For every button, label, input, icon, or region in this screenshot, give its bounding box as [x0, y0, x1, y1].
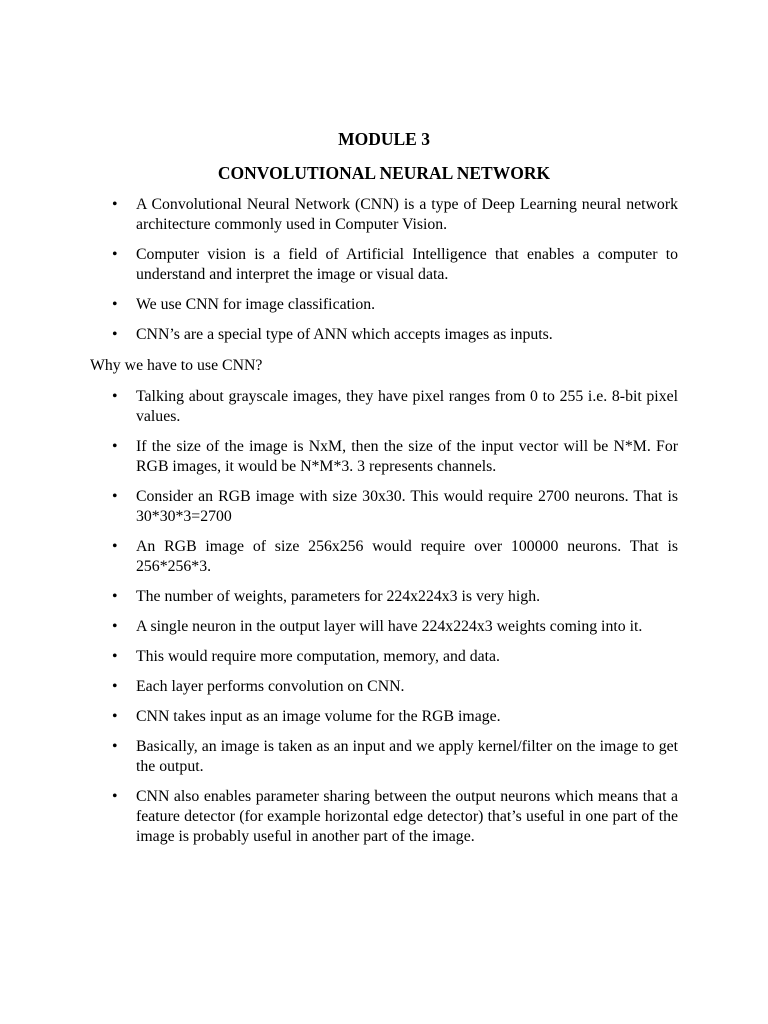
- bullet-icon: •: [112, 438, 118, 455]
- list-item: [90, 295, 678, 315]
- list-item-text: CNN’s are a special type of ANN which accepts images as inputs.: [136, 326, 553, 343]
- bullet-icon: •: [112, 326, 118, 343]
- list-item-text: A single neuron in the output layer will have 224x224x3 weights coming into it.: [136, 618, 643, 635]
- list-item: [90, 787, 678, 847]
- list-item: [90, 587, 678, 607]
- bullet-icon: •: [112, 246, 118, 263]
- bullet-icon: •: [112, 708, 118, 725]
- list-item-text: Computer vision is a field of Artificial Intelligence that enables a computer to understand and interpret the image or visual data.: [136, 246, 678, 283]
- bullet-icon: •: [112, 788, 118, 805]
- list-item: [90, 195, 678, 235]
- list-item-text: A Convolutional Neural Network (CNN) is a type of Deep Learning neural network architecture commonly used in Computer Vision.: [136, 196, 678, 233]
- reason-bullet-list: [90, 387, 678, 857]
- bullet-icon: •: [112, 738, 118, 755]
- list-item: [90, 677, 678, 697]
- list-item-text: If the size of the image is NxM, then the size of the input vector will be N*M. For RGB images, it would be N*M*3. 3 represents channels.: [136, 438, 678, 475]
- intro-bullet-list: [90, 195, 678, 355]
- bullet-icon: •: [112, 488, 118, 505]
- list-item: [90, 325, 678, 345]
- module-title: MODULE 3: [338, 129, 430, 149]
- bullet-icon: •: [112, 588, 118, 605]
- bullet-icon: •: [112, 538, 118, 555]
- bullet-icon: •: [112, 618, 118, 635]
- list-item: [90, 487, 678, 527]
- list-item: [90, 737, 678, 777]
- list-item-text: We use CNN for image classification.: [136, 296, 376, 313]
- bullet-icon: •: [112, 388, 118, 405]
- list-item-text: CNN also enables parameter sharing between the output neurons which means that a feature detector (for example horizontal edge detector) that’s useful in one part of the image is probably useful in another part of the image.: [136, 788, 678, 845]
- list-item-text: This would require more computation, memory, and data.: [136, 648, 500, 665]
- list-item: [90, 387, 678, 427]
- list-item-text: The number of weights, parameters for 224x224x3 is very high.: [136, 588, 541, 605]
- list-item-text: Talking about grayscale images, they have pixel ranges from 0 to 255 i.e. 8-bit pixel values.: [136, 388, 678, 425]
- bullet-icon: •: [112, 296, 118, 313]
- list-item: [90, 707, 678, 727]
- list-item-text: An RGB image of size 256x256 would require over 100000 neurons. That is 256*256*3.: [136, 538, 678, 575]
- list-item-text: CNN takes input as an image volume for the RGB image.: [136, 708, 501, 725]
- chapter-title: CONVOLUTIONAL NEURAL NETWORK: [217, 163, 551, 183]
- list-item: [90, 437, 678, 477]
- bullet-icon: •: [112, 678, 118, 695]
- list-item-text: Each layer performs convolution on CNN.: [136, 678, 405, 695]
- bullet-icon: •: [112, 196, 118, 213]
- list-item: [90, 617, 678, 637]
- list-item-text: Basically, an image is taken as an input and we apply kernel/filter on the image to get the output.: [136, 738, 678, 775]
- list-item: [90, 245, 678, 285]
- list-item-text: Consider an RGB image with size 30x30. This would require 2700 neurons. That is 30*30*3=2700: [136, 488, 678, 525]
- bullet-icon: •: [112, 648, 118, 665]
- section-heading: Why we have to use CNN?: [90, 357, 263, 374]
- list-item: [90, 647, 678, 667]
- list-item: [90, 537, 678, 577]
